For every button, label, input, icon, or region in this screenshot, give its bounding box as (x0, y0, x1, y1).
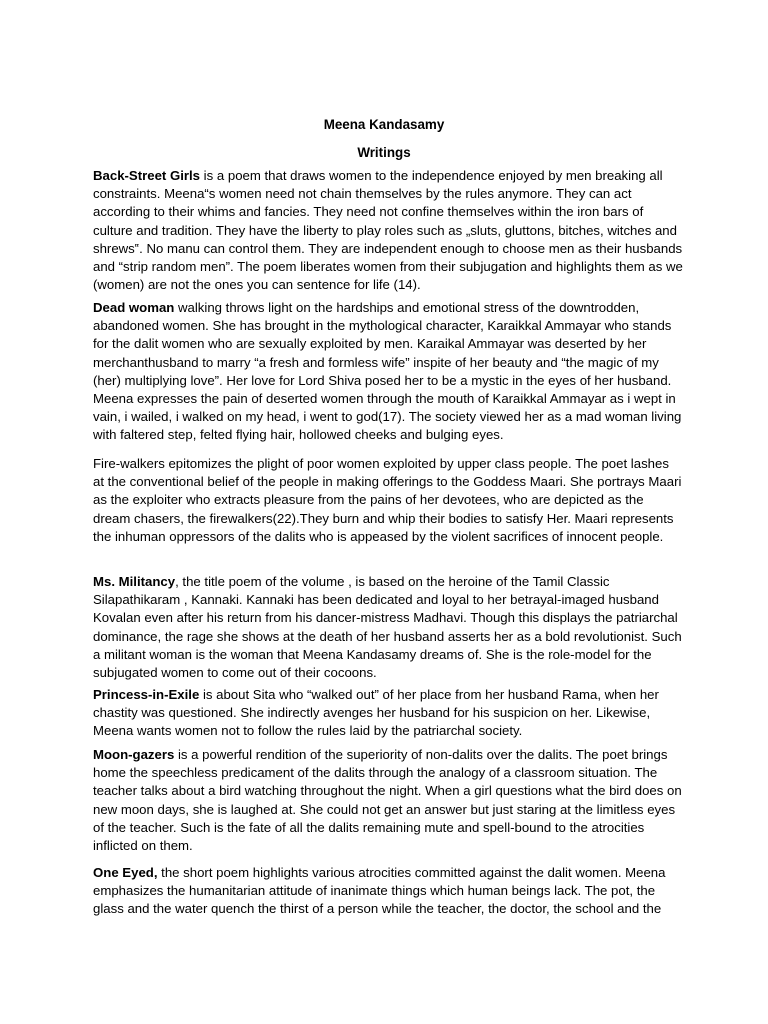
paragraph-dead-woman (93, 299, 683, 445)
paragraph-lead: Ms. Militancy (93, 574, 176, 589)
paragraph-ms-militancy (93, 573, 683, 682)
paragraph-text: Fire-walkers epitomizes the plight of poor women exploited by upper class people. The poet lashes at the conventional belief of the people in making offerings to the Goddess Maari. She portrays Maari as the exploiter who extracts pleasure from the pains of her devotees, who are depicted as the dream chasers, the firewalkers(22).They burn and whip their bodies to satisfy Her. Maari represents the inhuman oppressors of the dalits who is appeased by the violent sacrifices of innocent people. (93, 456, 682, 544)
paragraph-text: is a powerful rendition of the superiority of non-dalits over the dalits. The poet brings home the speechless predicament of the dalits through the analogy of a classroom situation. The teacher talks about a bird watching throughout the night. When a girl questions what the bird does on new moon days, she is laughed at. She could not get an answer but just staring at the limitless eyes of the teacher. Such is the fate of all the dalits remaining mute and spell-bound to the atrocities inflicted on them. (93, 747, 682, 854)
paragraph-fire-walkers (93, 455, 683, 546)
paragraph-princess-in-exile (93, 686, 683, 741)
paragraph-text: , the title poem of the volume , is based on the heroine of the Tamil Classic Silapathikaram , Kannaki. Kannaki has been dedicated and loyal to her betrayal-imaged husband Kovalan even after his return from his dancer-mistress Madhavi. Though this displays the patriarchal dominance, the rage she shows at the death of her husband asserts her as a bold revolutionist. Such a militant woman is the woman that Meena Kandasamy dreams of. She is the role-model for the subjugated women to come out of their cocoons. (93, 574, 682, 681)
document-subtitle: Writings (357, 145, 411, 160)
paragraph-lead: One Eyed, (93, 865, 158, 880)
paragraph-lead: Moon-gazers (93, 747, 175, 762)
paragraph-text: the short poem highlights various atrocities committed against the dalit women. Meena emphasizes the humanitarian attitude of inanimate things which human beings lack. The pot, the glass and the water quench the thirst of a person while the teacher, the doctor, the school and the (93, 865, 666, 917)
paragraph-back-street-girls (93, 167, 683, 294)
paragraph-moon-gazers (93, 746, 683, 855)
author-heading: Meena Kandasamy (323, 117, 445, 132)
paragraph-text: is a poem that draws women to the independence enjoyed by men breaking all constraints. Meena“s women need not chain themselves by the rules anymore. They can act according to their whims and fancies. They need not confine themselves within the iron bars of culture and tradition. They have the liberty to play roles such as „sluts, gluttons, bitches, witches and shrews‟. No manu can control them. They are independent enough to choose men as their husbands and “strip random men”. The poem liberates women from their subjugation and highlights them as we (women) are not the ones you can sentence for life (14). (93, 168, 683, 293)
paragraph-one-eyed (93, 864, 683, 919)
paragraph-text: walking throws light on the hardships and emotional stress of the downtrodden, abandoned women. She has brought in the mythological character, Karaikkal Ammayar who stands for the dalit women who are sexually exploited by men. Karaikal Ammayar was deserted by her merchanthusband to marry “a fresh and formless wife” inspite of her beauty and “the magic of my (her) multiplying love”. Her love for Lord Shiva posed her to be a mystic in the eyes of her husband. Meena expresses the pain of deserted women through the mouth of Karaikkal Ammayar as i wept in vain, i wailed, i walked on my head, i went to god(17). The society viewed her as a mad woman living with faltered step, felted flying hair, hollowed cheeks and bulging eyes. (93, 300, 682, 443)
paragraph-text: is about Sita who “walked out” of her place from her husband Rama, when her chastity was questioned. She indirectly avenges her husband for his suspicion on her. Likewise, Meena wants women not to follow the rules laid by the patriarchal society. (93, 687, 659, 739)
paragraph-lead: Dead woman (93, 300, 175, 315)
paragraph-lead: Princess-in-Exile (93, 687, 200, 702)
paragraph-lead: Back-Street Girls (93, 168, 201, 183)
